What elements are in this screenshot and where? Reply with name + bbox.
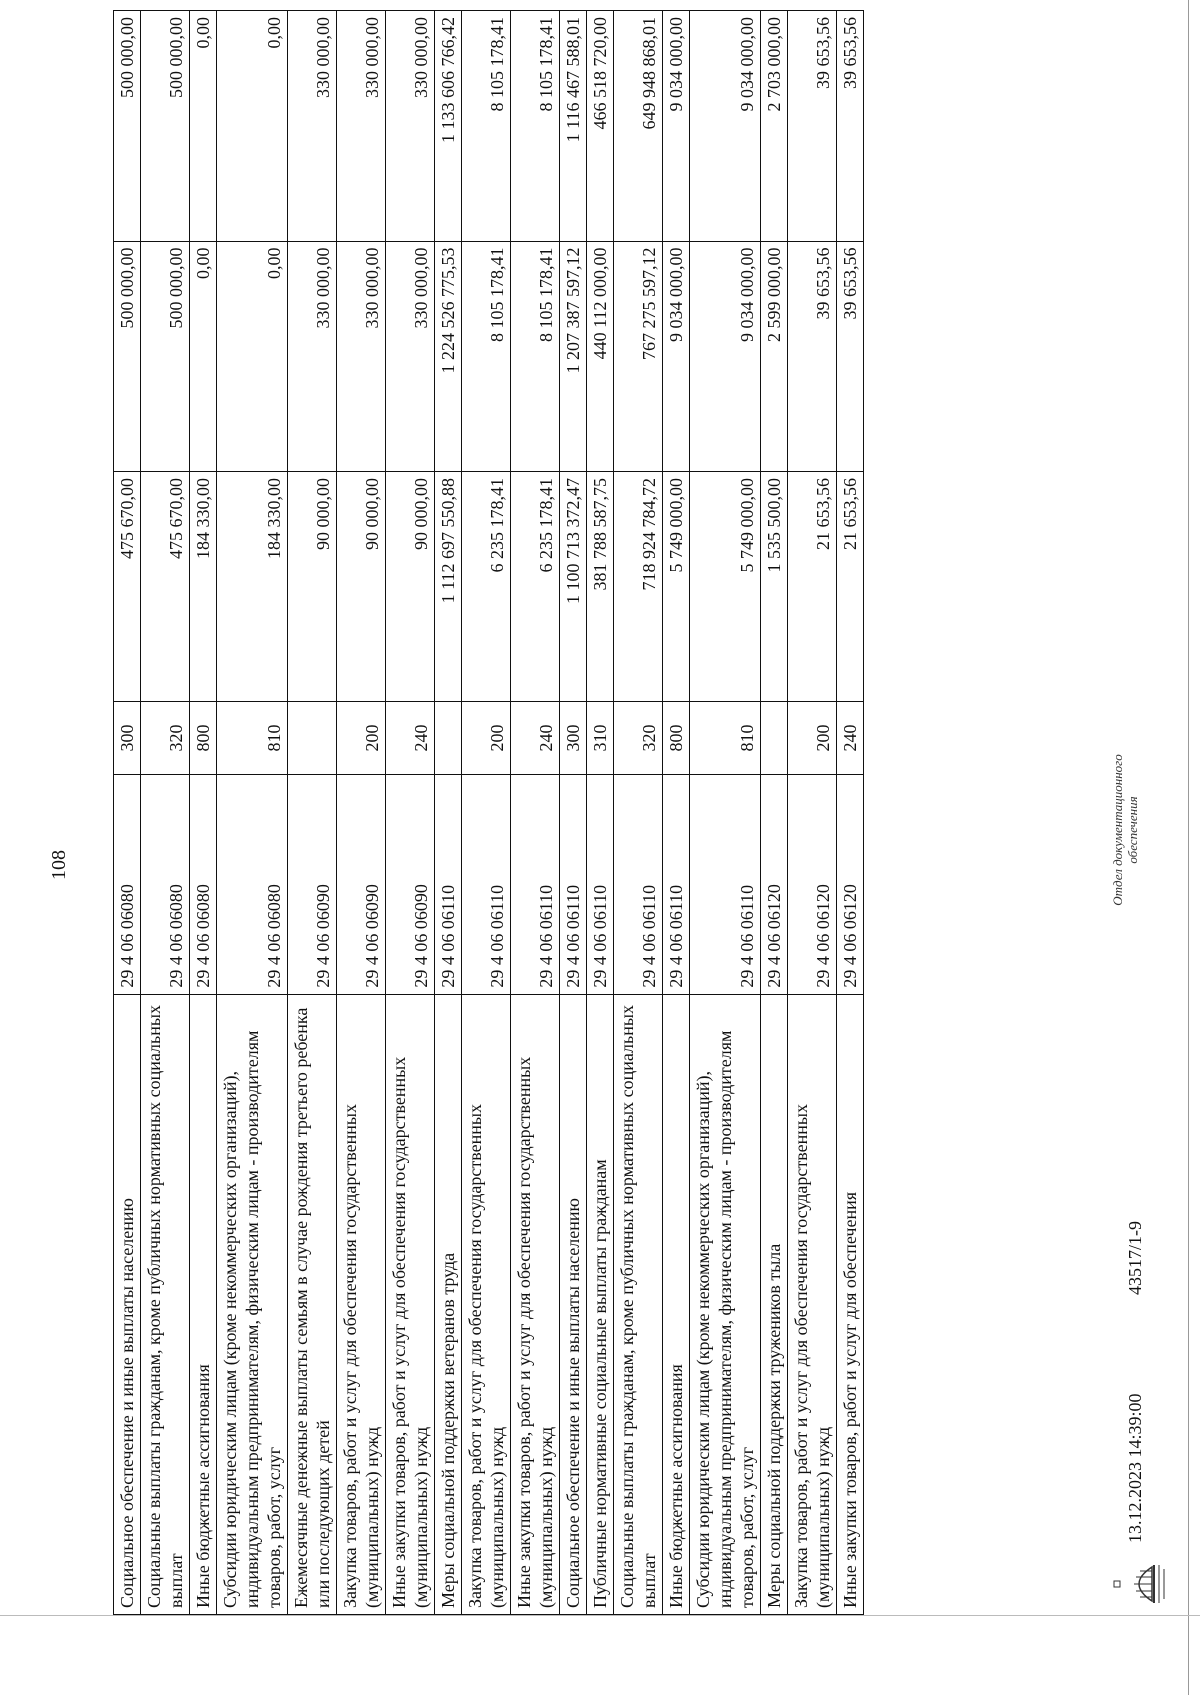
amount-year-3-cell: 9 034 000,00 (663, 11, 690, 242)
expense-type-cell: 810 (690, 702, 761, 774)
table-row (690, 11, 761, 1615)
target-article-cell: 29 4 06 06080 (141, 774, 190, 994)
row-name-cell: Социальное обеспечение и иные выплаты населению (560, 994, 587, 1614)
row-name-cell: Социальное обеспечение и иные выплаты населению (114, 994, 141, 1614)
target-article-cell: 29 4 06 06080 (114, 774, 141, 994)
amount-year-2-cell: 1 207 387 597,12 (560, 241, 587, 471)
amount-year-1-cell: 1 112 697 550,88 (435, 471, 462, 701)
amount-year-1-cell: 5 749 000,00 (690, 471, 761, 701)
expense-type-cell (435, 702, 462, 774)
amount-year-1-cell: 90 000,00 (288, 471, 337, 701)
page-number: 108 (48, 850, 70, 880)
emblem-logo (1112, 1561, 1174, 1607)
expense-type-cell: 300 (114, 702, 141, 774)
amount-year-2-cell: 440 112 000,00 (587, 241, 614, 471)
target-article-cell: 29 4 06 06110 (587, 774, 614, 994)
amount-year-1-cell: 6 235 178,41 (511, 471, 560, 701)
row-name-cell: Закупка товаров, работ и услуг для обеспечения государственных (муниципальных) нужд (337, 994, 386, 1614)
amount-year-3-cell: 8 105 178,41 (511, 11, 560, 242)
stamp-line-2: обеспечения (1125, 796, 1140, 864)
table-row (114, 11, 141, 1615)
stamp-line-1: Отдел документационного (1110, 754, 1125, 906)
row-name-cell: Ежемесячные денежные выплаты семьям в случае рождения третьего ребенка или последующих детей (288, 994, 337, 1614)
target-article-cell: 29 4 06 06110 (663, 774, 690, 994)
expense-type-cell: 200 (337, 702, 386, 774)
table-row (217, 11, 288, 1615)
table-row (560, 11, 587, 1615)
footer-date: 13.12.2023 14:39:00 (1125, 1393, 1145, 1543)
target-article-cell: 29 4 06 06110 (511, 774, 560, 994)
amount-year-3-cell: 1 116 467 588,01 (560, 11, 587, 242)
amount-year-2-cell: 0,00 (190, 241, 217, 471)
amount-year-2-cell: 39 653,56 (837, 241, 864, 471)
row-name-cell: Закупка товаров, работ и услуг для обеспечения государственных (муниципальных) нужд (788, 994, 837, 1614)
expense-type-cell: 200 (788, 702, 837, 774)
row-name-cell: Меры социальной поддержки тружеников тыла (761, 994, 788, 1614)
amount-year-3-cell: 8 105 178,41 (462, 11, 511, 242)
expense-type-cell: 240 (837, 702, 864, 774)
table-row (288, 11, 337, 1615)
table-row (386, 11, 435, 1615)
expense-type-cell: 810 (217, 702, 288, 774)
row-name-cell: Иные закупки товаров, работ и услуг для обеспечения (837, 994, 864, 1614)
amount-year-1-cell: 718 924 784,72 (614, 471, 663, 701)
table-row (511, 11, 560, 1615)
target-article-cell: 29 4 06 06080 (217, 774, 288, 994)
target-article-cell: 29 4 06 06110 (690, 774, 761, 994)
amount-year-3-cell: 500 000,00 (141, 11, 190, 242)
amount-year-1-cell: 184 330,00 (190, 471, 217, 701)
amount-year-3-cell: 0,00 (217, 11, 288, 242)
target-article-cell: 29 4 06 06110 (614, 774, 663, 994)
expense-type-cell: 200 (462, 702, 511, 774)
expense-type-cell (761, 702, 788, 774)
amount-year-1-cell: 184 330,00 (217, 471, 288, 701)
amount-year-3-cell: 649 948 868,01 (614, 11, 663, 242)
row-name-cell: Иные бюджетные ассигнования (190, 994, 217, 1614)
amount-year-3-cell: 0,00 (190, 11, 217, 242)
table-row (788, 11, 837, 1615)
expense-type-cell: 320 (614, 702, 663, 774)
amount-year-2-cell: 500 000,00 (114, 241, 141, 471)
expense-type-cell: 320 (141, 702, 190, 774)
amount-year-3-cell: 9 034 000,00 (690, 11, 761, 242)
row-name-cell: Публичные нормативные социальные выплаты гражданам (587, 994, 614, 1614)
amount-year-2-cell: 9 034 000,00 (663, 241, 690, 471)
amount-year-1-cell: 6 235 178,41 (462, 471, 511, 701)
amount-year-2-cell: 9 034 000,00 (690, 241, 761, 471)
table-row (837, 11, 864, 1615)
amount-year-2-cell: 330 000,00 (288, 241, 337, 471)
scan-edge-bottom (0, 1615, 1200, 1616)
expense-type-cell: 800 (663, 702, 690, 774)
amount-year-2-cell: 39 653,56 (788, 241, 837, 471)
expense-type-cell: 240 (511, 702, 560, 774)
amount-year-3-cell: 330 000,00 (288, 11, 337, 242)
footer-code: 43517/1-9 (1125, 1221, 1145, 1295)
table-row (614, 11, 663, 1615)
amount-year-1-cell: 475 670,00 (114, 471, 141, 701)
amount-year-3-cell: 2 703 000,00 (761, 11, 788, 242)
target-article-cell: 29 4 06 06090 (288, 774, 337, 994)
amount-year-2-cell: 0,00 (217, 241, 288, 471)
table-row (141, 11, 190, 1615)
amount-year-1-cell: 21 653,56 (788, 471, 837, 701)
table-row (587, 11, 614, 1615)
target-article-cell: 29 4 06 06110 (462, 774, 511, 994)
amount-year-1-cell: 90 000,00 (337, 471, 386, 701)
amount-year-1-cell: 1 100 713 372,47 (560, 471, 587, 701)
row-name-cell: Субсидии юридическим лицам (кроме некоммерческих организаций), индивидуальным предпринимателям, физическим лицам - производителям товаров, работ, услуг (690, 994, 761, 1614)
expense-type-cell: 800 (190, 702, 217, 774)
table-row (761, 11, 788, 1615)
target-article-cell: 29 4 06 06110 (435, 774, 462, 994)
target-article-cell: 29 4 06 06080 (190, 774, 217, 994)
row-name-cell: Иные закупки товаров, работ и услуг для обеспечения государственных (муниципальных) нужд (386, 994, 435, 1614)
target-article-cell: 29 4 06 06120 (788, 774, 837, 994)
amount-year-1-cell: 1 535 500,00 (761, 471, 788, 701)
budget-table (113, 10, 864, 1615)
amount-year-2-cell: 8 105 178,41 (462, 241, 511, 471)
amount-year-3-cell: 39 653,56 (788, 11, 837, 242)
amount-year-1-cell: 475 670,00 (141, 471, 190, 701)
amount-year-2-cell: 330 000,00 (337, 241, 386, 471)
target-article-cell: 29 4 06 06120 (837, 774, 864, 994)
amount-year-2-cell: 500 000,00 (141, 241, 190, 471)
amount-year-3-cell: 330 000,00 (337, 11, 386, 242)
row-name-cell: Иные бюджетные ассигнования (663, 994, 690, 1614)
row-name-cell: Социальные выплаты гражданам, кроме публичных нормативных социальных выплат (141, 994, 190, 1614)
amount-year-3-cell: 330 000,00 (386, 11, 435, 242)
amount-year-2-cell: 1 224 526 775,53 (435, 241, 462, 471)
target-article-cell: 29 4 06 06090 (386, 774, 435, 994)
row-name-cell: Иные закупки товаров, работ и услуг для обеспечения государственных (муниципальных) нужд (511, 994, 560, 1614)
row-name-cell: Субсидии юридическим лицам (кроме некоммерческих организаций), индивидуальным предпринимателям, физическим лицам - производителям товаров, работ, услуг (217, 994, 288, 1614)
table-row (663, 11, 690, 1615)
amount-year-3-cell: 500 000,00 (114, 11, 141, 242)
amount-year-2-cell: 767 275 597,12 (614, 241, 663, 471)
target-article-cell: 29 4 06 06110 (560, 774, 587, 994)
target-article-cell: 29 4 06 06120 (761, 774, 788, 994)
amount-year-1-cell: 381 788 587,75 (587, 471, 614, 701)
expense-type-cell (288, 702, 337, 774)
row-name-cell: Социальные выплаты гражданам, кроме публичных нормативных социальных выплат (614, 994, 663, 1614)
table-row (190, 11, 217, 1615)
scan-edge-right (1188, 0, 1189, 1695)
amount-year-2-cell: 8 105 178,41 (511, 241, 560, 471)
budget-table-body (114, 11, 864, 1615)
amount-year-3-cell: 39 653,56 (837, 11, 864, 242)
department-stamp (1110, 745, 1140, 915)
amount-year-2-cell: 2 599 000,00 (761, 241, 788, 471)
amount-year-3-cell: 466 518 720,00 (587, 11, 614, 242)
row-name-cell: Закупка товаров, работ и услуг для обеспечения государственных (муниципальных) нужд (462, 994, 511, 1614)
amount-year-1-cell: 21 653,56 (837, 471, 864, 701)
expense-type-cell: 240 (386, 702, 435, 774)
target-article-cell: 29 4 06 06090 (337, 774, 386, 994)
amount-year-3-cell: 1 133 606 766,42 (435, 11, 462, 242)
table-row (337, 11, 386, 1615)
row-name-cell: Меры социальной поддержки ветеранов труда (435, 994, 462, 1614)
table-row (435, 11, 462, 1615)
expense-type-cell: 300 (560, 702, 587, 774)
amount-year-1-cell: 90 000,00 (386, 471, 435, 701)
expense-type-cell: 310 (587, 702, 614, 774)
amount-year-1-cell: 5 749 000,00 (663, 471, 690, 701)
table-row (462, 11, 511, 1615)
amount-year-2-cell: 330 000,00 (386, 241, 435, 471)
